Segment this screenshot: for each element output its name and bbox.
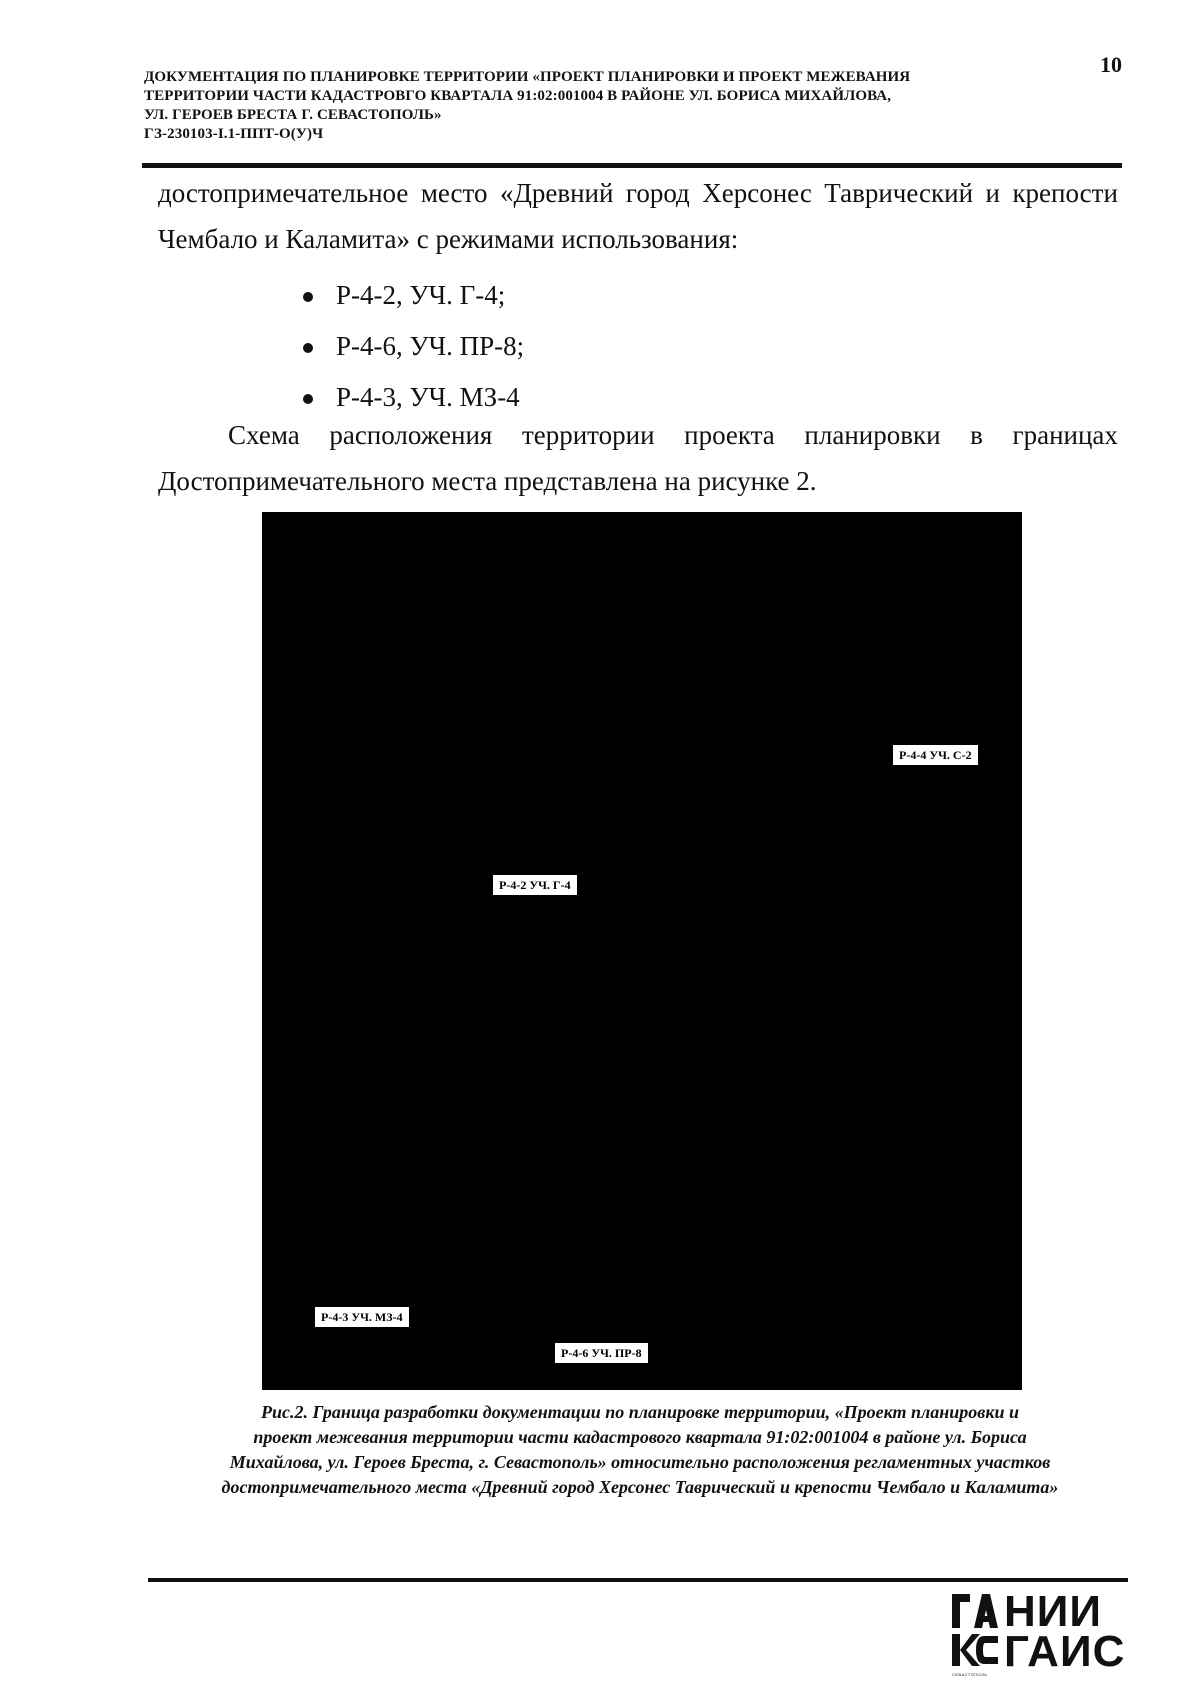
caption-line-4: достопримечательного места «Древний город Херсонес Таврический и крепости Чембало и Каламита»: [221, 1477, 1059, 1497]
map-label-r44: Р-4-4 УЧ. С-2: [892, 744, 979, 766]
word: Схема: [228, 420, 300, 450]
word: в: [970, 420, 983, 450]
caption-line-3: Михайлова, ул. Героев Бреста, г. Севастополь» относительно расположения регламентных участков: [229, 1452, 1051, 1472]
word: Таврический: [824, 178, 974, 208]
word: территории: [521, 420, 655, 450]
word: планировки: [804, 420, 941, 450]
word: расположения: [329, 420, 493, 450]
logo-text-gais: ГАИС: [1004, 1627, 1126, 1676]
footer-divider: [148, 1578, 1128, 1582]
caption-line-1: Рис.2. Граница разработки документации по планировке территории, «Проект планировки и: [261, 1402, 1019, 1422]
nii-gais-logo: [950, 1587, 1150, 1682]
header-line-1: ДОКУМЕНТАЦИЯ ПО ПЛАНИРОВКЕ ТЕРРИТОРИИ «ПРОЕКТ ПЛАНИРОВКИ И ПРОЕКТ МЕЖЕВАНИЯ: [144, 69, 911, 85]
document-header: [144, 68, 1084, 144]
word: и: [985, 178, 1000, 208]
logo-subtext: СЕВАСТОПОЛЬ: [952, 1672, 988, 1677]
paragraph-2: [158, 412, 1118, 504]
logo-text-nii: НИИ: [1004, 1587, 1103, 1636]
page-number: 10: [1100, 52, 1122, 77]
map-label-r46: Р-4-6 УЧ. ПР-8: [554, 1342, 649, 1364]
header-divider: [142, 163, 1122, 168]
header-line-2: ТЕРРИТОРИИ ЧАСТИ КАДАСТРОВГО КВАРТАЛА 91:02:001004 В РАЙОНЕ УЛ. БОРИСА МИХАЙЛОВА,: [144, 88, 892, 104]
paragraph-1: [158, 170, 1118, 262]
paragraph-1-line-1: [158, 170, 1118, 216]
list-item: Р-4-3, УЧ. МЗ-4: [300, 372, 524, 423]
map-label-r43: Р-4-3 УЧ. МЗ-4: [314, 1306, 410, 1328]
header-line-3: УЛ. ГЕРОЕВ БРЕСТА Г. СЕВАСТОПОЛЬ»: [144, 107, 442, 123]
word: границах: [1012, 420, 1118, 450]
word: проекта: [684, 420, 775, 450]
word: Херсонес: [702, 178, 812, 208]
caption-line-2: проект межевания территории части кадастрового квартала 91:02:001004 в районе ул. Бориса: [253, 1427, 1027, 1447]
figure-map: [262, 512, 1022, 1390]
word: достопримечательное: [158, 178, 409, 208]
paragraph-2-line-1: [158, 412, 1118, 458]
header-line-4: ГЗ-230103-I.1-ППТ-О(У)Ч: [144, 126, 324, 142]
figure-caption: [140, 1400, 1140, 1500]
word: крепости: [1012, 178, 1118, 208]
usage-modes-list: [300, 270, 524, 423]
word: город: [625, 178, 690, 208]
paragraph-1-line-2: Чембало и Каламита» с режимами использования:: [158, 224, 739, 254]
gaisc-logo-mark-icon: [950, 1592, 1000, 1668]
word: место: [420, 178, 488, 208]
map-label-r42: Р-4-2 УЧ. Г-4: [492, 874, 578, 896]
word: «Древний: [499, 178, 614, 208]
paragraph-2-line-2: Достопримечательного места представлена на рисунке 2.: [158, 466, 817, 496]
list-item: Р-4-6, УЧ. ПР-8;: [300, 321, 524, 372]
list-item: Р-4-2, УЧ. Г-4;: [300, 270, 524, 321]
